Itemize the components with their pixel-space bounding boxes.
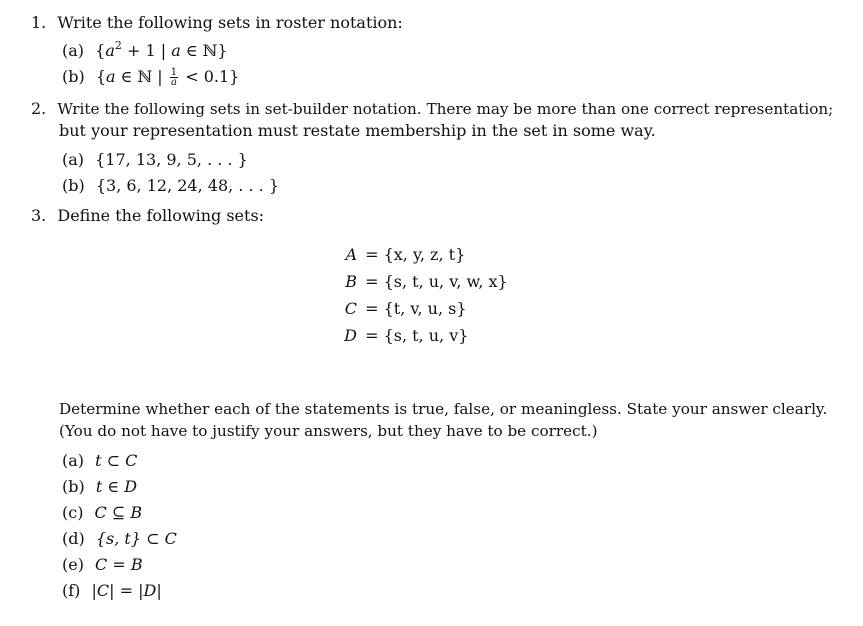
- set-c-name: C: [344, 299, 357, 318]
- problem-3-instructions-line1: Determine whether each of the statements is true, false, or meaningless. State your answer clearly.: [59, 400, 828, 418]
- problem-1a: [62, 41, 228, 61]
- problem-1a-tail: ∈ ℕ}: [180, 41, 228, 60]
- problem-1a-var: a: [105, 41, 115, 60]
- statement-e-expression: C = B: [95, 555, 143, 574]
- statement-b: [62, 477, 137, 497]
- problem-1a-label: (a): [62, 41, 85, 60]
- statement-f-expression: |C| = |D|: [91, 581, 162, 600]
- set-definition-c: [327, 298, 467, 320]
- problem-1a-open-brace: {: [95, 41, 106, 60]
- problem-1b-fraction: [170, 68, 178, 87]
- problem-2-number: 2.: [31, 99, 47, 118]
- problem-2-prompt-line1: Write the following sets in set-builder notation. There may be more than one correct representation;: [57, 100, 834, 118]
- problem-2a-label: (a): [62, 150, 85, 169]
- set-definition-b: [327, 271, 508, 293]
- problem-3-heading: [31, 206, 264, 226]
- statement-d: [62, 529, 177, 549]
- problem-1-prompt: Write the following sets in roster notation:: [57, 13, 403, 32]
- statement-d-expression: {s, t} ⊂ C: [95, 529, 177, 548]
- statement-a: [62, 451, 137, 471]
- set-a-value: = {x, y, z, t}: [365, 245, 466, 264]
- statement-a-label: (a): [62, 451, 85, 470]
- set-d-value: = {s, t, u, v}: [365, 326, 469, 345]
- problem-3-prompt: Define the following sets:: [57, 206, 265, 225]
- problem-3-instructions-line2: (You do not have to justify your answers, but they have to be correct.): [59, 422, 598, 440]
- set-c-value: = {t, v, u, s}: [365, 299, 467, 318]
- statement-c: [62, 503, 142, 523]
- set-a-name: A: [345, 245, 357, 264]
- statement-c-expression: C ⊆ B: [94, 503, 143, 522]
- statement-e: [62, 555, 143, 575]
- problem-1b-var: a: [106, 67, 116, 86]
- problem-3-number: 3.: [31, 206, 47, 225]
- problem-2-prompt-line2: but your representation must restate membership in the set in some way.: [59, 121, 656, 140]
- statement-c-label: (c): [62, 503, 84, 522]
- problem-1b-open-brace: {: [95, 67, 107, 86]
- problem-1b-fraction-numerator: 1: [170, 67, 178, 78]
- statement-e-label: (e): [62, 555, 84, 574]
- problem-1-heading: [31, 13, 403, 33]
- problem-1b-middle: ∈ ℕ |: [115, 67, 168, 86]
- problem-1a-expression: [95, 41, 227, 60]
- problem-2-heading: [31, 99, 833, 119]
- problem-2a: [62, 150, 248, 170]
- set-definition-d: [327, 325, 468, 347]
- statement-a-expression: t ⊂ C: [95, 451, 138, 470]
- problem-2b-label: (b): [62, 176, 85, 195]
- set-definition-a: [327, 244, 465, 266]
- problem-1b: [62, 67, 239, 87]
- problem-1a-exponent: 2: [114, 39, 122, 52]
- problem-1b-fraction-denominator: a: [170, 77, 177, 88]
- set-b-name: B: [345, 272, 357, 291]
- problem-1b-tail: < 0.1}: [180, 67, 240, 86]
- problem-2b: [62, 176, 279, 196]
- problem-1a-var2: a: [171, 41, 181, 60]
- set-b-value: = {s, t, u, v, w, x}: [365, 272, 508, 291]
- statement-f-label: (f): [62, 581, 81, 600]
- set-d-name: D: [344, 326, 357, 345]
- problem-1-number: 1.: [31, 13, 47, 32]
- problem-1b-expression: [96, 67, 240, 86]
- statement-d-label: (d): [62, 529, 85, 548]
- problem-2b-set: {3, 6, 12, 24, 48, . . . }: [95, 176, 279, 195]
- problem-1b-label: (b): [62, 67, 85, 86]
- problem-1a-middle: + 1 |: [121, 41, 172, 60]
- statement-b-expression: t ∈ D: [95, 477, 138, 496]
- statement-b-label: (b): [62, 477, 85, 496]
- problem-2a-set: {17, 13, 9, 5, . . . }: [95, 150, 248, 169]
- statement-f: [62, 581, 162, 601]
